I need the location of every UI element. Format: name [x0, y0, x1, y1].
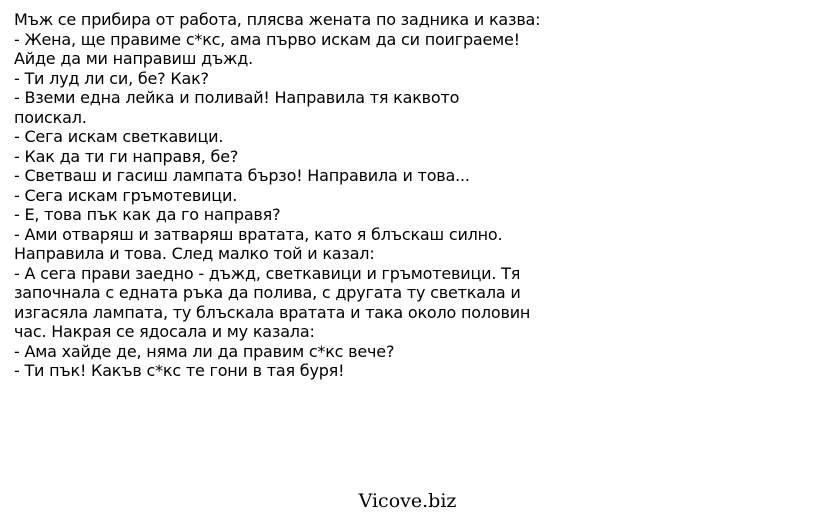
joke-line: - Ами отваряш и затваряш вратата, като я блъскаш силно.: [14, 224, 503, 244]
site-watermark: Vicove.biz: [358, 490, 457, 512]
joke-line: - Жена, ще правиме с*кс, ама първо искам да си поиграеме!: [14, 29, 520, 49]
joke-line: - А сега прави заедно - дъжд, светкавици и гръмотевици. Тя: [14, 263, 521, 283]
joke-line: Мъж се прибира от работа, плясва жената по задника и казва:: [14, 10, 541, 29]
joke-line: Направила и това. След малко той и казал:: [14, 244, 375, 263]
joke-line: - Ти луд ли си, бе? Как?: [14, 68, 209, 88]
joke-line: - Сега искам светкавици.: [14, 127, 224, 146]
joke-line: Айде да ми направиш дъжд.: [14, 49, 254, 68]
joke-line: час. Накрая се ядосала и му казала:: [14, 322, 315, 341]
joke-line: поискал.: [14, 107, 87, 127]
joke-line: - Светваш и гасиш лампата бързо! Направила и това...: [14, 166, 470, 185]
joke-line: - Как да ти ги направя, бе?: [14, 146, 239, 166]
joke-line: започнала с едната ръка да полива, с другата ту светкала и: [14, 283, 521, 302]
joke-line: - Сега искам гръмотевици.: [14, 185, 238, 205]
joke-line: - Е, това пък как да го направя?: [14, 205, 281, 224]
joke-text: [14, 10, 804, 381]
joke-line: - Вземи една лейка и поливай! Направила тя каквото: [14, 88, 460, 107]
joke-line: изгасяла лампата, ту блъскала вратата и така около половин: [14, 302, 531, 322]
joke-line: - Ама хайде де, няма ли да правим с*кс вече?: [14, 341, 395, 361]
joke-line: - Ти пък! Какъв с*кс те гони в тая буря!: [14, 361, 345, 380]
